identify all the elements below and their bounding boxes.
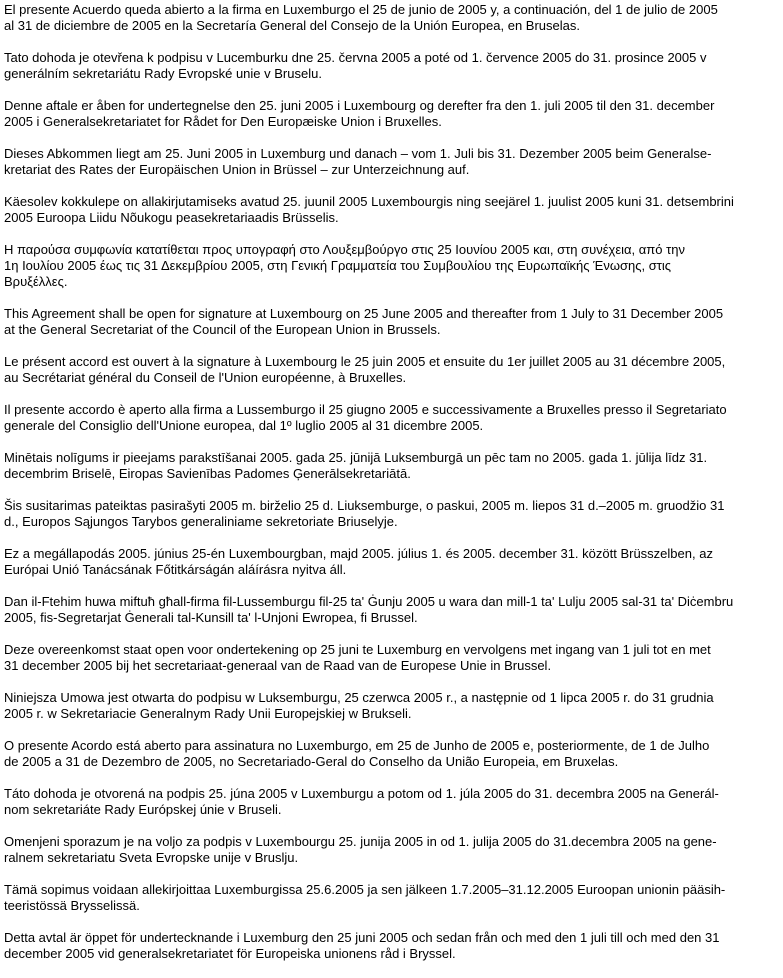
paragraph-et: Käesolev kokkulepe on allakirjutamiseks avatud 25. juunil 2005 Luxembourgis ning seejärel 1. juulist 2005 kuni 31. detsembrini 2005 Euroopa Liidu Nõukogu peasekretariaadis Brüsselis. xyxy=(4,194,734,225)
paragraph-el: Η παρούσα συμφωνία κατατίθεται προς υπογραφή στο Λουξεμβούργο στις 25 Ιουνίου 2005 και, στη συνέχεια, από την 1η Ιουλίου 2005 έως τις 31 Δεκεμβρίου 2005, στη Γενική Γραμματεία του Συμβουλίου της Ευρωπαϊκής Ένωσης, στις Βρυξέλλες. xyxy=(4,242,685,289)
paragraph-fr: Le présent accord est ouvert à la signature à Luxembourg le 25 juin 2005 et ensuite du 1er juillet 2005 au 31 décembre 2005, au Secrétariat général du Conseil de l'Union européenne, à Bruxelles. xyxy=(4,354,726,385)
paragraph-mt: Dan il-Ftehim huwa miftuħ għall-firma fil-Lussemburgu fil-25 ta' Ġunju 2005 u wara dan mill-1 ta' Lulju 2005 sal-31 ta' Diċembru 2005, fis-Segretarjat Ġenerali tal-Kunsill ta' l-Unjoni Ewropea, fi Brussel. xyxy=(4,594,734,625)
paragraph-de: Dieses Abkommen liegt am 25. Juni 2005 in Luxemburg und danach – vom 1. Juli bis 31. Dezember 2005 beim Generalse- kretariat des Rates der Europäischen Union in Brüssel – zur Unterzeichnung auf. xyxy=(4,146,712,177)
paragraph-sl: Omenjeni sporazum je na voljo za podpis v Luxembourgu 25. junija 2005 in od 1. julija 2005 do 31.decembra 2005 na gene- ralnem sekretariatu Sveta Evropske unije v Bruslju. xyxy=(4,834,717,865)
document-body xyxy=(4,2,776,978)
paragraph-hu: Ez a megállapodás 2005. június 25-én Luxembourgban, majd 2005. július 1. és 2005. december 31. között Brüsszelben, az Európai Unió Tanácsának Főtitkárságán aláírásra nyitva áll. xyxy=(4,546,713,577)
paragraph-sv: Detta avtal är öppet för undertecknande i Luxemburg den 25 juni 2005 och sedan från och med den 1 juli till och med den 31 december 2005 vid generalsekretariatet för Europeiska unionens råd i Bryssel. xyxy=(4,930,720,961)
paragraph-en: This Agreement shall be open for signature at Luxembourg on 25 June 2005 and thereafter from 1 July to 31 December 2005 at the General Secretariat of the Council of the European Union in Brussels. xyxy=(4,306,724,337)
paragraph-cs: Tato dohoda je otevřena k podpisu v Lucemburku dne 25. června 2005 a poté od 1. července 2005 do 31. prosince 2005 v generálním sekretariátu Rady Evropské unie v Bruselu. xyxy=(4,50,707,81)
paragraph-pt: O presente Acordo está aberto para assinatura no Luxemburgo, em 25 de Junho de 2005 e, posteriormente, de 1 de Julho de 2005 a 31 de Dezembro de 2005, no Secretariado-Geral do Conselho da União Europeia, em Bruxelas. xyxy=(4,738,710,769)
paragraph-pl: Niniejsza Umowa jest otwarta do podpisu w Luksemburgu, 25 czerwca 2005 r., a następnie od 1 lipca 2005 r. do 31 grudnia 2005 r. w Sekretariacie Generalnym Rady Unii Europejskiej w Brukseli. xyxy=(4,690,714,721)
paragraph-lv: Minētais nolīgums ir pieejams parakstīšanai 2005. gada 25. jūnijā Luksemburgā un pēc tam no 2005. gada 1. jūlija līdz 31. decembrim Briselē, Eiropas Savienības Padomes Ģenerālsekretariātā. xyxy=(4,450,708,481)
paragraph-fi: Tämä sopimus voidaan allekirjoittaa Luxemburgissa 25.6.2005 ja sen jälkeen 1.7.2005–31.12.2005 Euroopan unionin pääsih- teeristössä Brysselissä. xyxy=(4,882,726,913)
paragraph-it: Il presente accordo è aperto alla firma a Lussemburgo il 25 giugno 2005 e successivamente a Bruxelles presso il Segretariato generale del Consiglio dell'Unione europea, dal 1º luglio 2005 al 31 dicembre 2005. xyxy=(4,402,727,433)
paragraph-lt: Šis susitarimas pateiktas pasirašyti 2005 m. birželio 25 d. Liuksemburge, o paskui, 2005 m. liepos 31 d.–2005 m. gruodžio 31 d., Europos Sąjungos Tarybos generaliniame sekretoriate Briuselyje. xyxy=(4,498,725,529)
paragraph-sk: Táto dohoda je otvorená na podpis 25. júna 2005 v Luxemburgu a potom od 1. júla 2005 do 31. decembra 2005 na Generál- nom sekretariáte Rady Európskej únie v Bruseli. xyxy=(4,786,719,817)
paragraph-es: El presente Acuerdo queda abierto a la firma en Luxemburgo el 25 de junio de 2005 y, a continuación, del 1 de julio de 2005 al 31 de diciembre de 2005 en la Secretaría General del Consejo de la Unión Europea, en Bruselas. xyxy=(4,2,718,33)
paragraph-nl: Deze overeenkomst staat open voor ondertekening op 25 juni te Luxemburg en vervolgens met ingang van 1 juli tot en met 31 december 2005 bij het secretariaat-generaal van de Raad van de Europese Unie in Brussel. xyxy=(4,642,711,673)
paragraph-da: Denne aftale er åben for undertegnelse den 25. juni 2005 i Luxembourg og derefter fra den 1. juli 2005 til den 31. december 2005 i Generalsekretariatet for Rådet for Den Europæiske Union i Bruxelles. xyxy=(4,98,715,129)
